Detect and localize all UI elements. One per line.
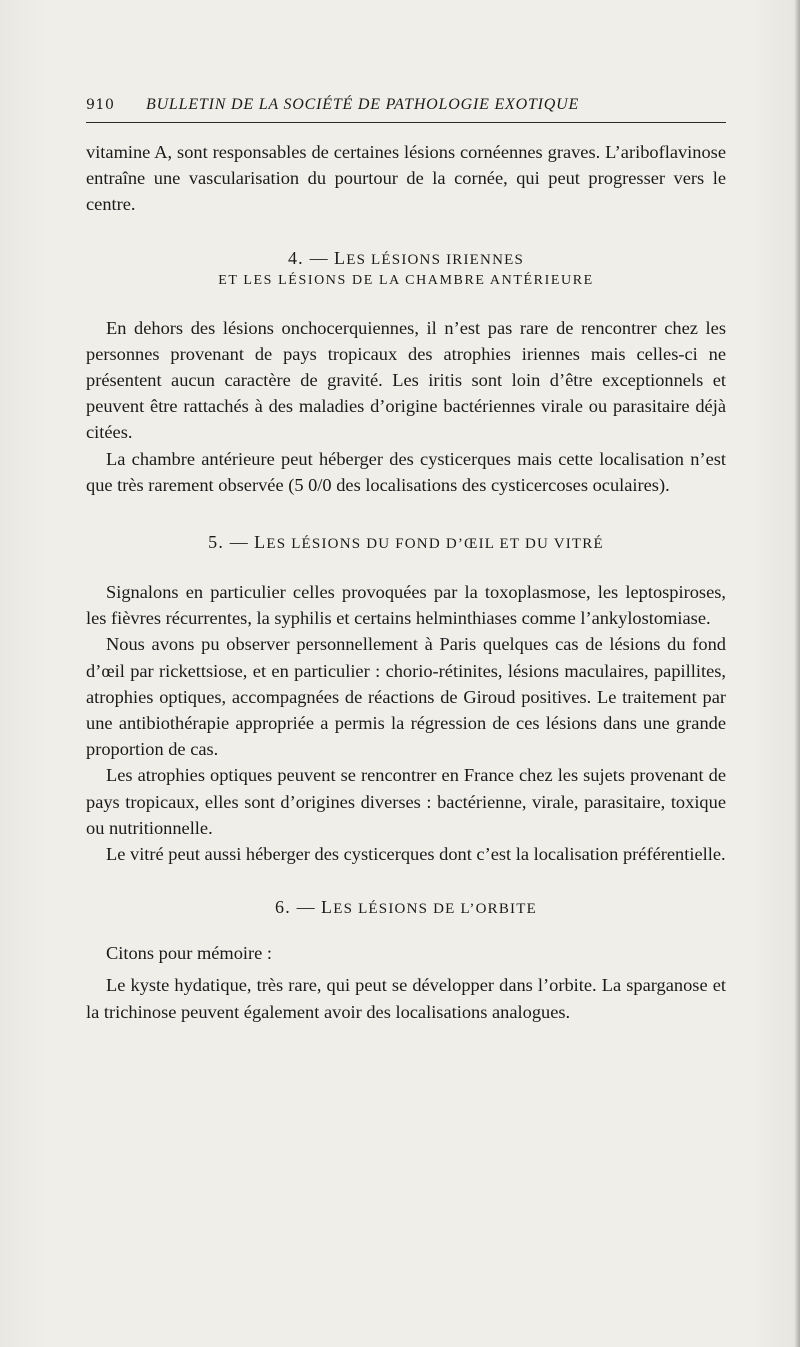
section-4-title-line1: ES LÉSIONS IRIENNES (346, 251, 525, 268)
section-6-number: 6. — (275, 897, 316, 918)
section-4-title-line2: ET LES LÉSIONS DE LA CHAMBRE ANTÉRIEURE (218, 272, 594, 288)
paragraph-atrophies-iriennes: En dehors des lésions onchocerquiennes, il n’est pas rare de rencontrer chez les personnes provenant de pays tropicaux des atrophies iriennes mais celles-ci ne présentent aucun caractère de gravité. Les iritis sont loin d’être exceptionnels et peuvent être rattachés à des maladies d’origine bactériennes virale ou parasitaire déjà citées. (86, 317, 726, 443)
section-5-initial: L (254, 532, 267, 553)
section-6-title: ES LÉSIONS DE L’ORBITE (333, 901, 537, 918)
section-4-number: 4. — (287, 247, 329, 268)
paragraph-kyste-hydatique: Le kyste hydatique, très rare, qui peut se développer dans l’orbite. La sparganose et la trichinose peuvent également avoir des localisations analogues. (86, 975, 726, 1022)
page-number: 910 (86, 97, 115, 113)
paragraph-rickettsiose: Nous avons pu observer personnellement à Paris quelques cas de lésions du fond d’œil par rickettsiose, et en particulier : chorio-rétinites, lésions maculaires, papillites, atrophies optiques, accompagnées de réactions de Giroud positives. Le traitement par une antibiothérapie appropriée a permis la régression de ces lésions dans une grande proportion de cas. (86, 634, 726, 760)
page-edge-shadow (794, 0, 800, 1347)
paragraph-signalons: Signalons en particulier celles provoquées par la toxoplasmose, les leptospiroses, les fièvres récurrentes, la syphilis et certains helminthiases comme l’ankylostomiase. (86, 582, 726, 629)
section-heading-6 (86, 897, 726, 918)
section-heading-5 (86, 532, 726, 553)
page-content (86, 96, 726, 1025)
journal-title: BULLETIN DE LA SOCIÉTÉ DE PATHOLOGIE EXOTIQUE (146, 96, 580, 113)
section-5-number: 5. — (208, 532, 249, 553)
section-heading-4 (86, 248, 726, 289)
running-header (86, 96, 726, 123)
paragraph-atrophies-optiques: Les atrophies optiques peuvent se rencontrer en France chez les sujets provenant de pays tropicaux, elles sont d’origines diverses : bactérienne, virale, parasitaire, toxique ou nutritionnelle. (86, 765, 726, 838)
paragraph-vitre: Le vitré peut aussi héberger des cysticerques dont c’est la localisation préférentielle. (106, 844, 726, 865)
paragraph-citons: Citons pour mémoire : (106, 943, 273, 964)
section-5-title: ES LÉSIONS DU FOND D’ŒIL ET DU VITRÉ (266, 536, 604, 553)
paragraph-chambre-anterieure: La chambre antérieure peut héberger des cysticerques mais cette localisation n’est que très rarement observée (5 0/0 des localisations des cysticercoses oculaires). (86, 448, 726, 495)
section-4-initial: L (334, 247, 347, 268)
paragraph-ariboflavinose: vitamine A, sont responsables de certaines lésions cornéennes graves. L’ariboflavinose entraîne une vascularisation du pourtour de la cornée, qui peut progresser vers le centre. (86, 142, 726, 215)
section-6-initial: L (321, 897, 334, 918)
